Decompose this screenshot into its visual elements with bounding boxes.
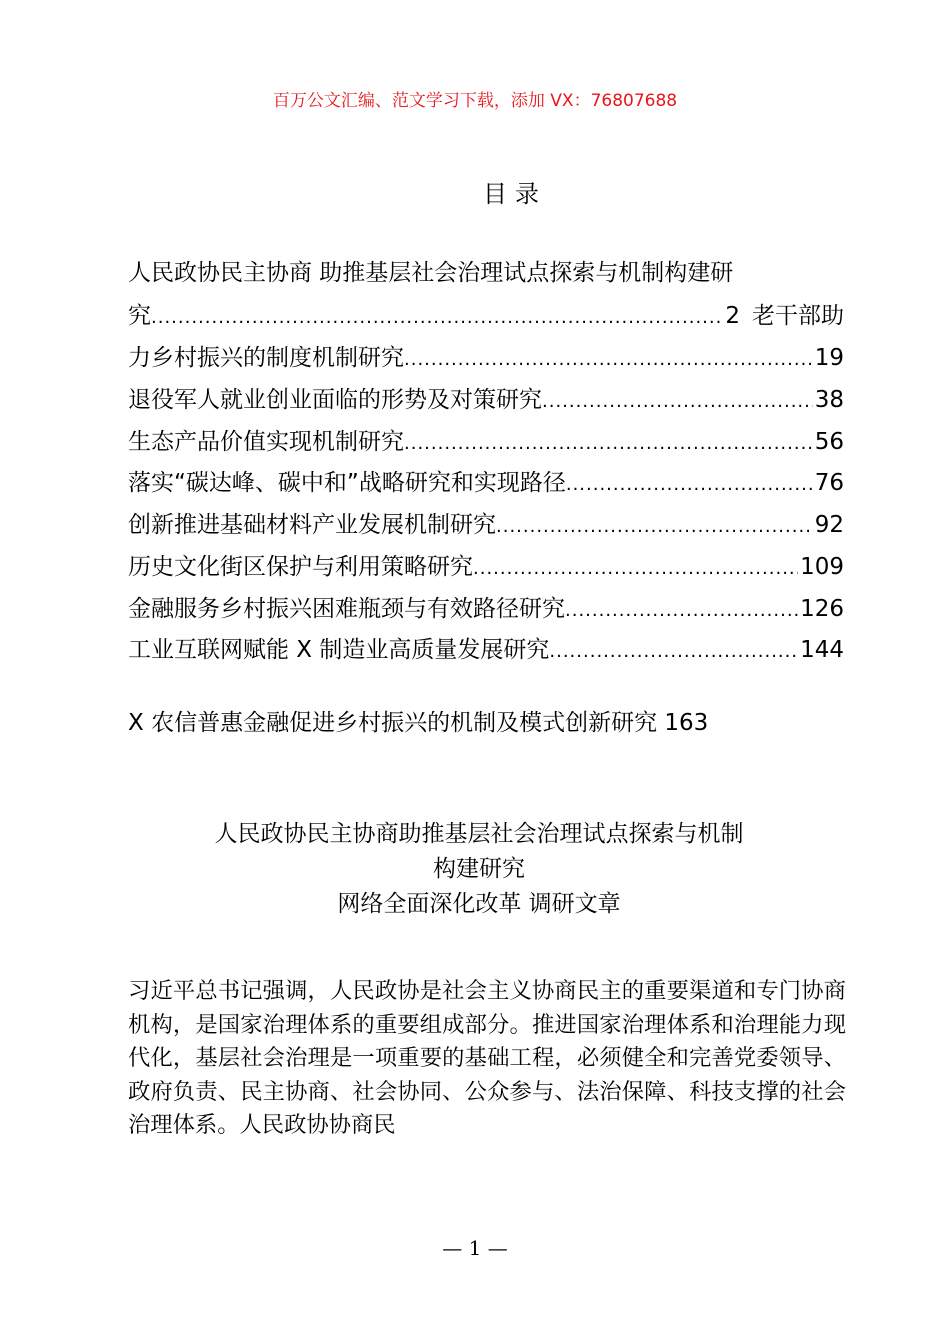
- toc-last-entry[interactable]: X 农信普惠金融促进乡村振兴的机制及模式创新研究 163: [128, 710, 709, 736]
- dot-leader: [404, 349, 813, 370]
- toc-entry-page: 19: [814, 345, 844, 371]
- toc-entry-1-line-1[interactable]: 人民政协民主协商 助推基层社会治理试点探索与机制构建研: [128, 260, 734, 286]
- article-subtitle: 网络全面深化改革 调研文章: [337, 891, 621, 917]
- dot-leader: [565, 600, 798, 621]
- toc-entry-page: 109: [800, 554, 844, 580]
- toc-entry-title: 创新推进基础材料产业发展机制研究: [128, 512, 496, 538]
- toc-entry-page: 76: [814, 470, 844, 496]
- article-title-line-2: 构建研究: [433, 856, 525, 882]
- toc-entry-1-page: 2: [725, 303, 740, 329]
- toc-entry-page: 56: [814, 429, 844, 455]
- dot-leader: [549, 641, 798, 662]
- dot-leader: [151, 307, 723, 328]
- toc-entry[interactable]: [128, 464, 844, 496]
- toc-entry[interactable]: [128, 631, 844, 663]
- article-title-line-1: 人民政协民主协商助推基层社会治理试点探索与机制: [214, 821, 744, 847]
- header-banner: 百万公文汇编、范文学习下载，添加 VX：76807688: [272, 91, 678, 111]
- toc-entry-2[interactable]: [128, 339, 844, 371]
- article-body: 习近平总书记强调，人民政协是社会主义协商民主的重要渠道和专门协商机构，是国家治理体系的重要组成部分。推进国家治理体系和治理能力现代化，基层社会治理是一项重要的基础工程，必须健全和完善党委领导、政府负责、民主协商、社会协同、公众参与、法治保障、科技支撑的社会治理体系。人民政协协商民: [128, 978, 846, 1138]
- dot-leader: [566, 474, 813, 495]
- toc-entry[interactable]: [128, 590, 844, 622]
- toc-entry[interactable]: [128, 506, 844, 538]
- toc-entry-title: 落实“碳达峰、碳中和”战略研究和实现路径: [128, 470, 566, 496]
- toc-title: 目录: [483, 180, 547, 208]
- toc-entry-title: 力乡村振兴的制度机制研究: [128, 345, 404, 371]
- toc-entry[interactable]: [128, 548, 844, 580]
- dot-leader: [542, 391, 813, 412]
- toc-entry-title: 工业互联网赋能 X 制造业高质量发展研究: [128, 637, 550, 663]
- dot-leader: [473, 558, 798, 579]
- toc-entry[interactable]: [128, 423, 844, 455]
- toc-entry[interactable]: [128, 381, 844, 413]
- toc-entry-title: 金融服务乡村振兴困难瓶颈与有效路径研究: [128, 596, 565, 622]
- toc-entry-page: 38: [814, 387, 844, 413]
- toc-entry-title: 历史文化街区保护与利用策略研究: [128, 554, 473, 580]
- dot-leader: [404, 433, 813, 454]
- toc-entry-page: 92: [814, 512, 844, 538]
- toc-entry-title: 退役军人就业创业面临的形势及对策研究: [128, 387, 542, 413]
- toc-entry-page: 144: [800, 637, 844, 663]
- toc-entry-2-head: 老干部助: [752, 303, 844, 329]
- toc-entry-page: 126: [800, 596, 844, 622]
- toc-entry-1-tail: 究: [128, 303, 151, 329]
- page-number: — 1 —: [442, 1236, 508, 1260]
- toc-entry-1-line-2[interactable]: [128, 297, 844, 329]
- dot-leader: [496, 516, 813, 537]
- toc-entry-title: 生态产品价值实现机制研究: [128, 429, 404, 455]
